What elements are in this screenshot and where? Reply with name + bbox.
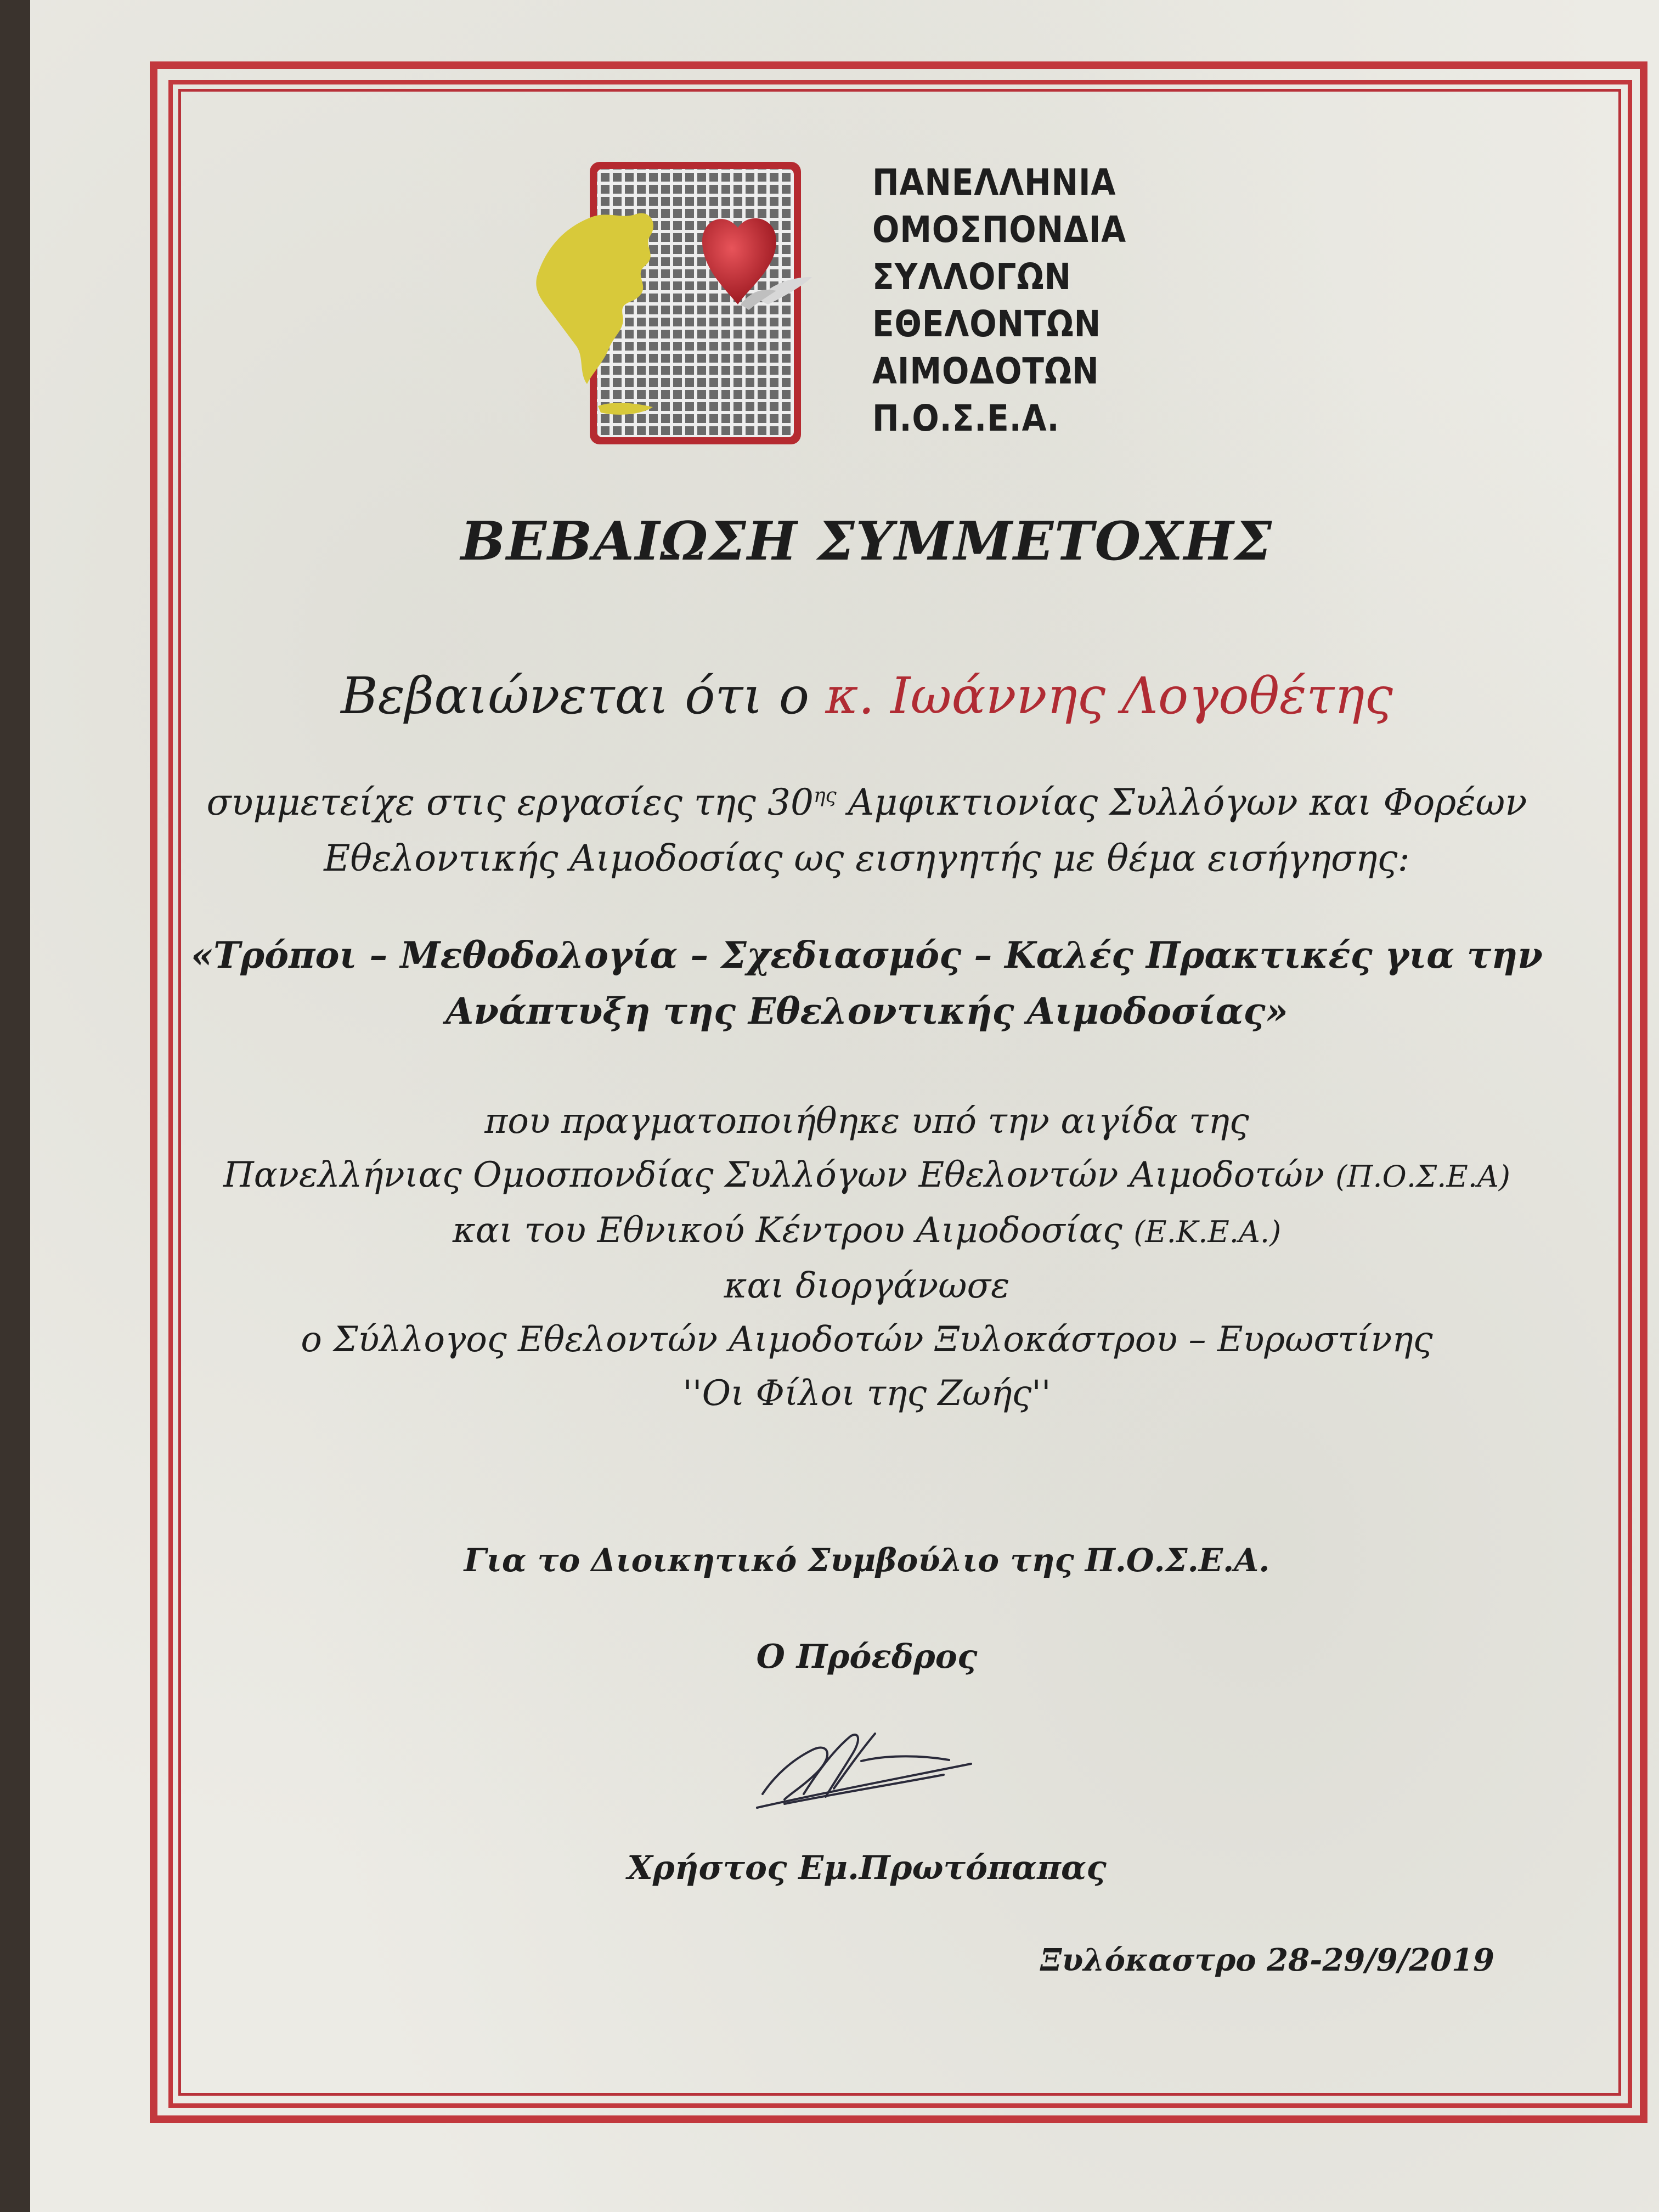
topic-line-1: «Τρόποι – Μεθοδολογία – Σχεδιασμός – Καλές Πρακτικές για την [190,934,1543,977]
posea-logo [527,159,883,455]
participation-line-1-a: συμμετείχε στις εργασίες της 30 [206,781,814,823]
org-name-line: ΣΥΛΛΟΓΩΝ [872,256,1072,298]
ekea-abbreviation: (Ε.Κ.Ε.Α.) [1133,1215,1282,1249]
presentation-topic [148,927,1585,1039]
details-line-3-text: και του Εθνικού Κέντρου Αιμοδοσίας [452,1210,1134,1251]
org-name-line: ΠΑΝΕΛΛΗΝΙΑ [872,161,1116,204]
council-line: Για το Διοικητικό Συμβούλιο της Π.Ο.Σ.Ε.Α. [464,1542,1270,1579]
recipient-name: κ. Ιωάννης Λογοθέτης [825,667,1393,725]
details-line-1: που πραγματοποιήθηκε υπό την αιγίδα της [484,1101,1249,1142]
signatory-name: Χρήστος Εμ.Πρωτόπαπας [627,1849,1107,1887]
topic-line-2: Ανάπτυξη της Εθελοντικής Αιμοδοσίας» [445,990,1288,1032]
certification-intro: Βεβαιώνεται ότι ο [341,667,826,725]
details-line-5: ο Σύλλογος Εθελοντών Αιμοδοτών Ξυλοκάστρου – Ευρωστίνης [301,1319,1433,1360]
org-name-line: ΑΙΜΟΔΟΤΩΝ [872,350,1099,392]
details-line-2-text: Πανελλήνιας Ομοσπονδίας Συλλόγων Εθελοντών Αιμοδοτών [223,1155,1336,1195]
posea-abbreviation: (Π.Ο.Σ.Ε.Α) [1335,1159,1510,1194]
participation-line-2: Εθελοντικής Αιμοδοσίας ως εισηγητής με θέμα εισήγησης: [324,837,1410,879]
event-details [148,1094,1585,1420]
details-line-2 [148,1148,1585,1204]
organization-name [872,159,1201,442]
org-name-line: ΟΜΟΣΠΟΝΔΙΑ [872,208,1127,251]
participation-text [148,768,1585,887]
details-line-4: και διοργάνωσε [724,1266,1010,1306]
details-line-3 [148,1204,1585,1259]
handwritten-signature [752,1712,982,1827]
participation-line-1 [148,768,1585,831]
org-name-line: Π.Ο.Σ.Ε.Α. [872,397,1060,439]
certificate-title: ΒΕΒΑΙΩΣΗ ΣΥΜΜΕΤΟΧΗΣ [460,510,1273,572]
details-line-6: ''Οι Φίλοι της Ζωής'' [682,1373,1051,1414]
org-name-line: ΕΘΕΛΟΝΤΩΝ [872,303,1102,345]
ordinal-suffix: ης [813,785,837,807]
participation-line-1-b: Αμφικτιονίας Συλλόγων και Φορέων [836,781,1527,823]
place-and-date: Ξυλόκαστρο 28-29/9/2019 [1040,1942,1494,1978]
president-title: Ο Πρόεδρος [756,1638,978,1676]
certification-statement [148,667,1585,725]
